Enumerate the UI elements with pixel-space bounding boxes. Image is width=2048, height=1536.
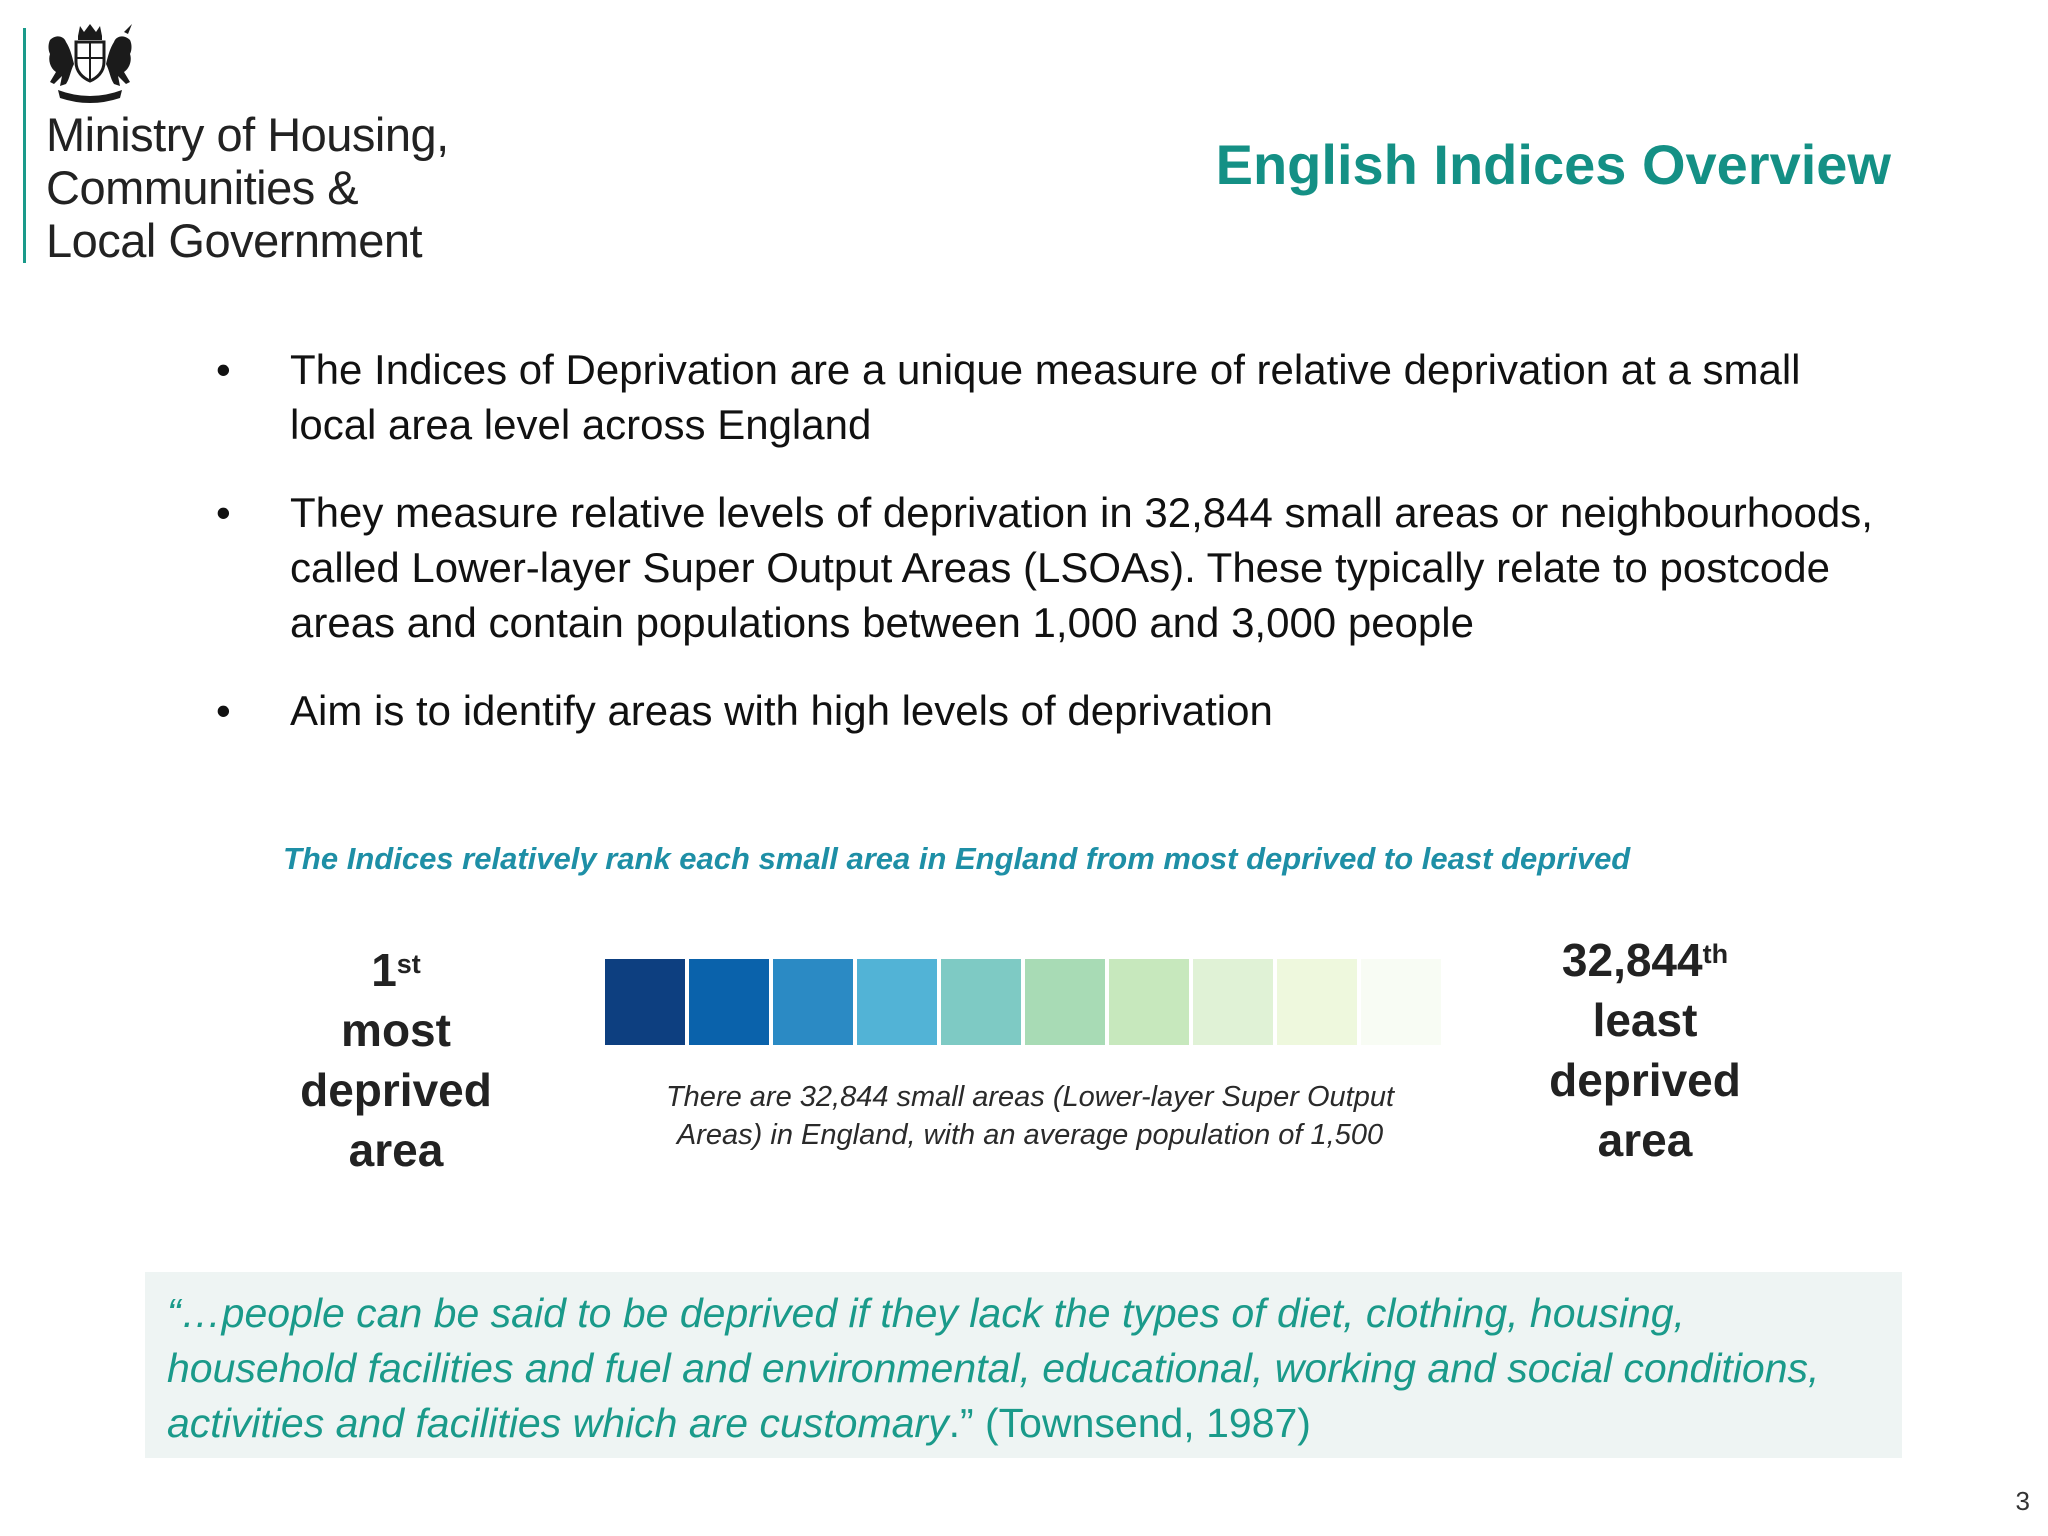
department-name-line-1: Ministry of Housing, xyxy=(46,108,449,161)
caption-line-1: There are 32,844 small areas (Lower-layer Super Output xyxy=(665,1081,1395,1113)
most-deprived-label xyxy=(276,940,516,1180)
scale-swatch-6 xyxy=(1025,959,1105,1045)
rank-last-word-3: area xyxy=(1597,1114,1693,1166)
scale-swatch-4 xyxy=(857,959,937,1045)
quote-citation: .” (Townsend, 1987) xyxy=(948,1400,1311,1446)
least-deprived-label xyxy=(1520,930,1770,1170)
rank-last-number: 32,844 xyxy=(1561,934,1703,986)
infographic-caption xyxy=(600,1078,1460,1154)
quote-open-mark: “ xyxy=(167,1290,181,1336)
scale-swatch-10 xyxy=(1361,959,1441,1045)
rank-last-word-2: deprived xyxy=(1549,1054,1741,1106)
page-number: 3 xyxy=(2015,1486,2030,1516)
rank-last-suffix: th xyxy=(1702,939,1729,969)
scale-swatch-3 xyxy=(773,959,853,1045)
bullet-dot: • xyxy=(216,687,231,734)
logo-rule xyxy=(23,28,26,263)
rank-last-word-1: least xyxy=(1592,994,1698,1046)
bullet-item xyxy=(210,342,1890,452)
rank-first-number: 1 xyxy=(371,944,397,996)
department-name xyxy=(46,108,506,267)
quote-italic-text: …people can be said to be deprived if they lack the types of diet, clothing, housing, household facilities and fuel and environmental, educational, working and social conditions, activities and facilities which are customary xyxy=(167,1290,1820,1446)
royal-coat-of-arms-icon xyxy=(44,22,136,104)
quote-box xyxy=(145,1272,1902,1458)
rank-first-word-2: deprived xyxy=(300,1064,492,1116)
scale-swatch-7 xyxy=(1109,959,1189,1045)
bullet-list xyxy=(210,342,1890,771)
scale-swatch-1 xyxy=(605,959,685,1045)
bullet-text: They measure relative levels of deprivation in 32,844 small areas or neighbourhoods, called Lower-layer Super Output Areas (LSOAs). These typically relate to postcode areas and contain populations between 1,000 and 3,000 people xyxy=(290,489,1873,646)
bullet-item xyxy=(210,683,1890,738)
scale-swatch-2 xyxy=(689,959,769,1045)
department-name-line-3: Local Government xyxy=(46,214,423,267)
bullet-dot: • xyxy=(216,489,231,536)
page-title: English Indices Overview xyxy=(1215,133,1891,196)
scale-swatch-5 xyxy=(941,959,1021,1045)
scale-swatch-8 xyxy=(1193,959,1273,1045)
rank-first-suffix: st xyxy=(396,949,421,979)
rank-first xyxy=(276,940,516,1000)
bullet-text: Aim is to identify areas with high levels of deprivation xyxy=(290,687,1273,734)
quote-text xyxy=(167,1286,1880,1451)
rank-first-word-3: area xyxy=(348,1124,444,1176)
deprivation-color-scale xyxy=(605,959,1441,1045)
bullet-item xyxy=(210,485,1890,650)
department-name-line-2: Communities & xyxy=(46,161,359,214)
rank-first-word-1: most xyxy=(341,1004,451,1056)
bullet-text: The Indices of Deprivation are a unique measure of relative deprivation at a small local area level across England xyxy=(290,346,1801,448)
rank-last xyxy=(1520,930,1770,990)
caption-line-2: Areas) in England, with an average population of 1,500 xyxy=(676,1119,1384,1151)
scale-swatch-9 xyxy=(1277,959,1357,1045)
bullet-dot: • xyxy=(216,346,231,393)
infographic-heading: The Indices relatively rank each small area in England from most deprived to least deprived xyxy=(283,841,1631,876)
